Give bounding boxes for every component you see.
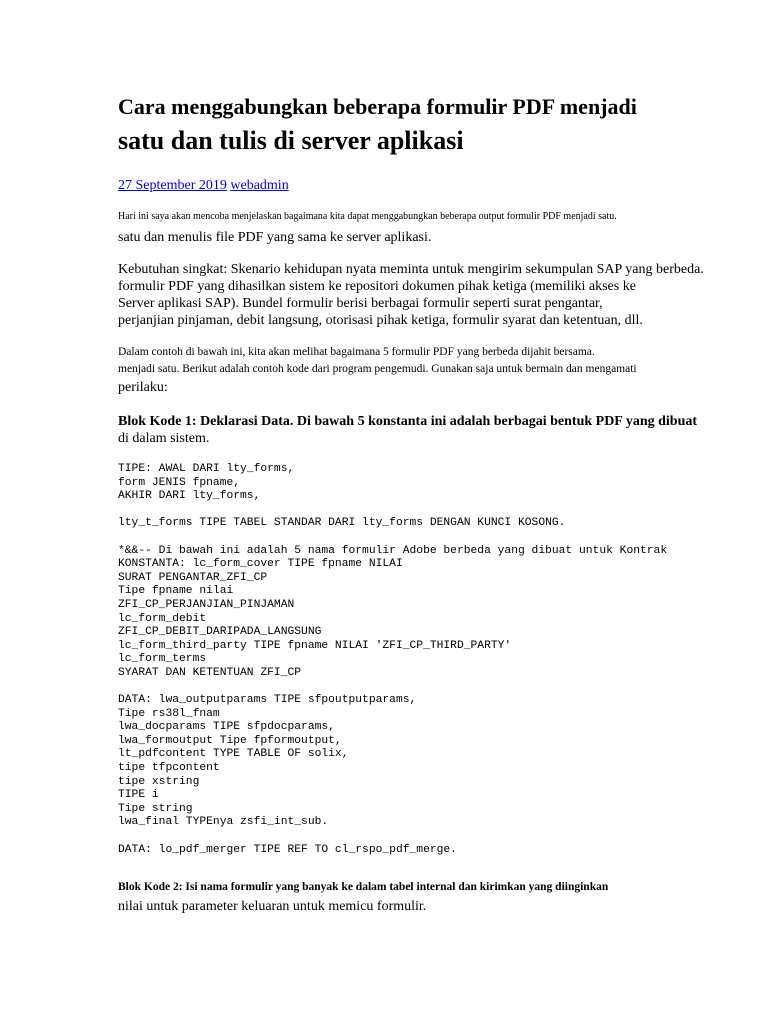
requirement-line: perjanjian pinjaman, debit langsung, otorisasi pihak ketiga, formulir syarat dan ketentuan, dll.	[118, 313, 643, 328]
article-title-line-2: satu dan tulis di server aplikasi	[118, 126, 464, 155]
example-line: Dalam contoh di bawah ini, kita akan melihat bagaimana 5 formulir PDF yang berbeda dijahit bersama.	[118, 346, 595, 358]
post-meta	[118, 178, 289, 194]
code-block-1: TIPE: AWAL DARI lty_forms, form JENIS fpname, AKHIR DARI lty_forms, lty_t_forms TIPE TABEL STANDAR DARI lty_forms DENGAN KUNCI KOSONG. *&&-- Di bawah ini adalah 5 nama formulir Adobe berbeda yang dibuat untuk Kontrak KONSTANTA: lc_form_cover TIPE fpname NILAI SURAT PENGANTAR_ZFI_CP Tipe fpname nilai ZFI_CP_PERJANJIAN_PINJAMAN lc_form_debit ZFI_CP_DEBIT_DARIPADA_LANGSUNG lc_form_third_party TIPE fpname NILAI 'ZFI_CP_THIRD_PARTY' lc_form_terms SYARAT DAN KETENTUAN ZFI_CP DATA: lwa_outputparams TIPE sfpoutputparams, Tipe rs38l_fnam lwa_docparams TIPE sfpdocparams, lwa_formoutput Tipe fpformoutput, lt_pdfcontent TYPE TABLE OF solix, tipe tfpcontent tipe xstring TIPE i Tipe string lwa_final TYPEnya zsfi_int_sub. DATA: lo_pdf_merger TIPE REF TO cl_rspo_pdf_merge.	[118, 463, 668, 856]
author-link[interactable]: webadmin	[230, 178, 289, 193]
article-title-line-1: Cara menggabungkan beberapa formulir PDF menjadi	[118, 94, 637, 119]
block1-heading-continuation: di dalam sistem.	[118, 431, 210, 446]
intro-text-small: Hari ini saya akan mencoba menjelaskan bagaimana kita dapat menggabungkan beberapa output formulir PDF menjadi satu.	[118, 211, 617, 222]
requirement-line: formulir PDF yang dihasilkan sistem ke repositori dokumen pihak ketiga (memiliki akses ke	[118, 279, 636, 294]
block2-heading-continuation: nilai untuk parameter keluaran untuk memicu formulir.	[118, 899, 427, 914]
post-date-link[interactable]: 27 September 2019	[118, 178, 227, 193]
example-line: perilaku:	[118, 380, 168, 395]
intro-text: satu dan menulis file PDF yang sama ke server aplikasi.	[118, 230, 432, 245]
block2-heading: Blok Kode 2: Isi nama formulir yang banyak ke dalam tabel internal dan kirimkan yang diinginkan	[118, 881, 609, 893]
requirement-line: Kebutuhan singkat: Skenario kehidupan nyata meminta untuk mengirim sekumpulan SAP yang berbeda.	[118, 262, 704, 277]
example-line: menjadi satu. Berikut adalah contoh kode dari program pengemudi. Gunakan saja untuk bermain dan mengamati	[118, 363, 637, 375]
block1-heading: Blok Kode 1: Deklarasi Data. Di bawah 5 konstanta ini adalah berbagai bentuk PDF yang dibuat	[118, 414, 698, 429]
requirement-line: Server aplikasi SAP). Bundel formulir berisi berbagai formulir seperti surat pengantar,	[118, 296, 603, 311]
